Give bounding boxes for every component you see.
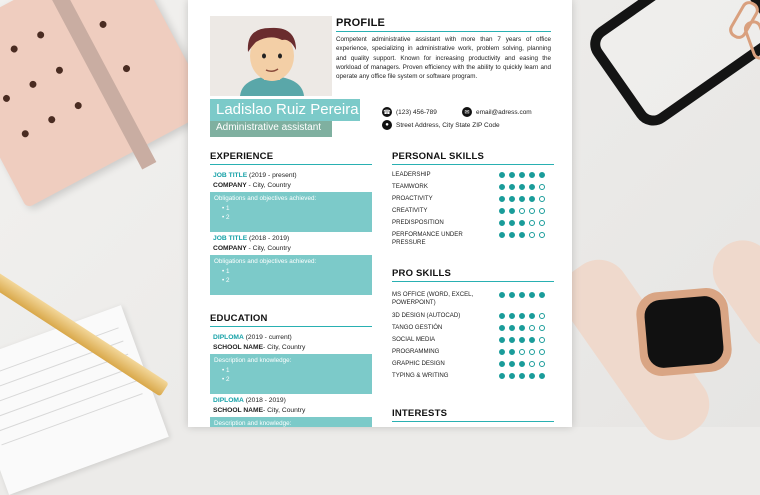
- rating-dot-empty: [539, 361, 545, 367]
- phone-contact: [382, 107, 437, 117]
- rating-dot-filled: [499, 361, 505, 367]
- skill-label: TYPING & WRITING: [392, 372, 449, 379]
- rating-dot-filled: [499, 325, 505, 331]
- profile-photo: [210, 16, 332, 96]
- rating-dot-empty: [539, 232, 545, 238]
- rating-dot-empty: [539, 196, 545, 202]
- rating-dot-filled: [519, 313, 525, 319]
- rating-dot-filled: [539, 292, 545, 298]
- rating-dot-empty: [529, 361, 535, 367]
- skill-rating: [499, 313, 545, 319]
- job-entry-2: JOB TITLE (2018 - 2019) COMPANY - City, Country: [213, 235, 291, 252]
- personal-skills-heading: PERSONAL SKILLS: [392, 151, 485, 162]
- rating-dot-empty: [539, 208, 545, 214]
- job-entry-1: JOB TITLE (2019 - present) COMPANY - City, Country: [213, 172, 297, 189]
- rating-dot-filled: [519, 373, 525, 379]
- pro-skills-heading: PRO SKILLS: [392, 268, 452, 279]
- candidate-name: Ladislao Ruiz Pereira: [216, 101, 359, 118]
- rating-dot-filled: [529, 292, 535, 298]
- interests-rule: [392, 421, 554, 422]
- rating-dot-filled: [509, 313, 515, 319]
- pink-notebook: [0, 0, 212, 208]
- rating-dot-empty: [539, 184, 545, 190]
- skill-rating: [499, 361, 545, 367]
- skill-label: PROGRAMMING: [392, 348, 440, 355]
- education-rule: [210, 326, 372, 327]
- education-entry-2: DIPLOMA (2018 - 2019) SCHOOL NAME- City, Country: [213, 397, 306, 414]
- rating-dot-filled: [519, 292, 525, 298]
- interests-heading: INTERESTS: [392, 408, 448, 419]
- rating-dot-filled: [499, 232, 505, 238]
- rating-dot-filled: [529, 172, 535, 178]
- rating-dot-filled: [529, 337, 535, 343]
- job-box-2: Obligations and objectives achieved: • 1 • 2: [210, 255, 372, 295]
- rating-dot-filled: [539, 172, 545, 178]
- email-contact: [462, 107, 532, 117]
- address-text: Street Address, City State ZIP Code: [396, 121, 500, 129]
- rating-dot-filled: [499, 172, 505, 178]
- rating-dot-filled: [499, 292, 505, 298]
- rating-dot-filled: [519, 325, 525, 331]
- skill-label: LEADERSHIP: [392, 171, 431, 178]
- rating-dot-filled: [509, 325, 515, 331]
- phone-icon: ☎: [382, 107, 392, 117]
- personal-skills-rule: [392, 164, 554, 165]
- smartwatch: [635, 286, 734, 378]
- role-banner: [210, 121, 332, 137]
- rating-dot-filled: [509, 292, 515, 298]
- profile-rule: [336, 31, 551, 32]
- rating-dot-filled: [539, 373, 545, 379]
- profile-heading: PROFILE: [336, 17, 386, 29]
- skill-rating: [499, 184, 545, 190]
- education-box-2: Description and knowledge:: [210, 417, 372, 427]
- skill-rating: [499, 232, 545, 238]
- skill-label: SOCIAL MEDIA: [392, 336, 436, 343]
- skill-label: GRAPHIC DESIGN: [392, 360, 445, 367]
- rating-dot-empty: [529, 325, 535, 331]
- rating-dot-filled: [499, 196, 505, 202]
- rating-dot-filled: [509, 184, 515, 190]
- address-contact: [382, 120, 500, 130]
- rating-dot-filled: [529, 196, 535, 202]
- rating-dot-empty: [539, 220, 545, 226]
- rating-dot-empty: [539, 337, 545, 343]
- skill-label: PREDISPOSITION: [392, 219, 444, 226]
- rating-dot-filled: [519, 196, 525, 202]
- candidate-role: Administrative assistant: [216, 122, 322, 133]
- skill-label: PROACTIVITY: [392, 195, 433, 202]
- rating-dot-filled: [529, 313, 535, 319]
- rating-dot-filled: [519, 361, 525, 367]
- experience-heading: EXPERIENCE: [210, 151, 274, 162]
- education-entry-1: DIPLOMA (2019 - current) SCHOOL NAME- City, Country: [213, 334, 306, 351]
- rating-dot-filled: [529, 184, 535, 190]
- rating-dot-filled: [509, 373, 515, 379]
- job-box-1: Obligations and objectives achieved: • 1 • 2: [210, 192, 372, 232]
- skill-label: TEAMWORK: [392, 183, 428, 190]
- rating-dot-filled: [499, 220, 505, 226]
- rating-dot-filled: [519, 184, 525, 190]
- skill-label: TANGO GESTIÓN: [392, 324, 443, 331]
- pro-skills-rule: [392, 281, 554, 282]
- rating-dot-filled: [499, 373, 505, 379]
- skill-label: CREATIVITY: [392, 207, 428, 214]
- rating-dot-filled: [519, 220, 525, 226]
- rating-dot-filled: [529, 373, 535, 379]
- skill-label: MS OFFICE (WORD, EXCEL, POWERPOINT): [392, 291, 474, 306]
- rating-dot-filled: [509, 361, 515, 367]
- rating-dot-filled: [509, 172, 515, 178]
- skill-rating: [499, 292, 545, 298]
- rating-dot-filled: [509, 337, 515, 343]
- rating-dot-empty: [519, 349, 525, 355]
- skill-rating: [499, 325, 545, 331]
- rating-dot-filled: [499, 313, 505, 319]
- rating-dot-empty: [539, 313, 545, 319]
- education-box-1: Description and knowledge: • 1 • 2: [210, 354, 372, 394]
- rating-dot-empty: [529, 232, 535, 238]
- rating-dot-filled: [519, 172, 525, 178]
- skill-rating: [499, 220, 545, 226]
- email-text: email@adress.com: [476, 108, 532, 116]
- rating-dot-empty: [529, 349, 535, 355]
- skill-label: PERFORMANCE UNDER PRESSURE: [392, 231, 463, 246]
- rating-dot-empty: [539, 325, 545, 331]
- rating-dot-empty: [539, 349, 545, 355]
- skill-rating: [499, 337, 545, 343]
- skill-rating: [499, 373, 545, 379]
- rating-dot-filled: [499, 349, 505, 355]
- email-icon: ✉: [462, 107, 472, 117]
- rating-dot-filled: [519, 337, 525, 343]
- skill-label: 3D DESIGN (AUTOCAD): [392, 312, 461, 319]
- education-heading: EDUCATION: [210, 313, 268, 324]
- skill-rating: [499, 196, 545, 202]
- rating-dot-filled: [499, 184, 505, 190]
- location-icon: ●: [382, 120, 392, 130]
- skill-rating: [499, 349, 545, 355]
- rating-dot-filled: [509, 196, 515, 202]
- experience-rule: [210, 164, 372, 165]
- rating-dot-filled: [509, 208, 515, 214]
- rating-dot-empty: [529, 220, 535, 226]
- skill-rating: [499, 172, 545, 178]
- rating-dot-filled: [499, 337, 505, 343]
- skill-rating: [499, 208, 545, 214]
- rating-dot-filled: [499, 208, 505, 214]
- profile-text: Competent administrative assistant with more than 7 years of office experience, specializing in administrative work, problem solving, planning and quality support. Known for increasing productivity and easing the workload of managers. Proven efficiency with the ability to quickly learn and operate any office file system or software program.: [336, 36, 551, 81]
- rating-dot-empty: [529, 208, 535, 214]
- phone-text: (123) 456-789: [396, 108, 437, 116]
- rating-dot-filled: [509, 232, 515, 238]
- rating-dot-filled: [519, 232, 525, 238]
- resume-sheet: [188, 0, 572, 427]
- rating-dot-filled: [509, 349, 515, 355]
- rating-dot-empty: [519, 208, 525, 214]
- rating-dot-filled: [509, 220, 515, 226]
